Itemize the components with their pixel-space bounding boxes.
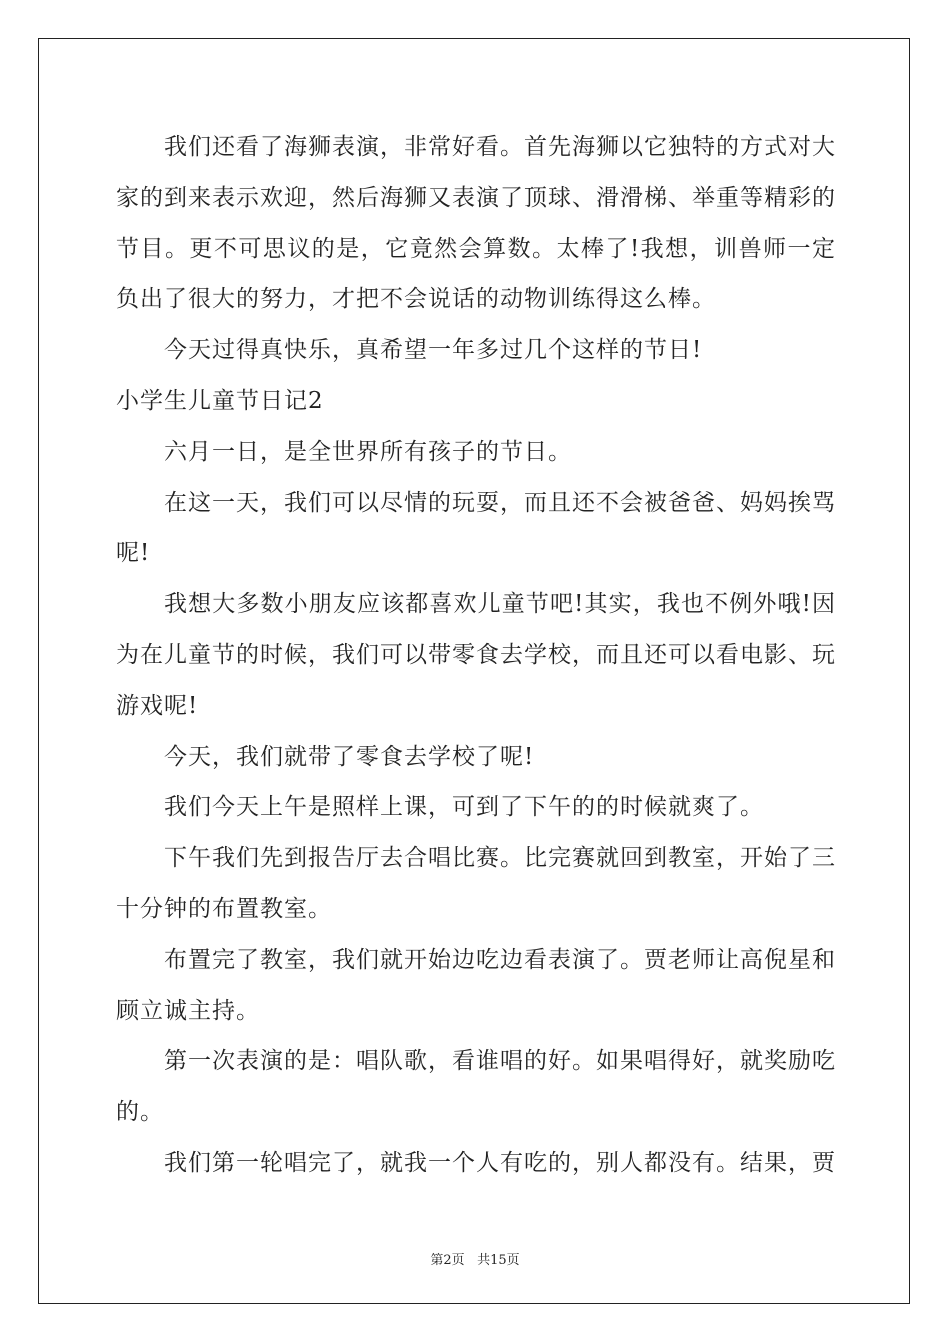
paragraph: 在这一天，我们可以尽情的玩耍，而且还不会被爸爸、妈妈挨骂呢! xyxy=(116,489,836,567)
paragraph: 布置完了教室，我们就开始边吃边看表演了。贾老师让高倪星和顾立诚主持。 xyxy=(116,946,836,1024)
paragraph: 今天，我们就带了零食去学校了呢! xyxy=(164,743,535,770)
page-number: 第2页 xyxy=(430,1253,465,1268)
paragraph: 六月一日，是全世界所有孩子的节日。 xyxy=(164,438,572,465)
page-total: 共15页 xyxy=(477,1253,520,1268)
paragraph: 今天过得真快乐，真希望一年多过几个这样的节日! xyxy=(164,337,703,364)
page-footer xyxy=(0,1249,950,1268)
paragraph: 我们还看了海狮表演，非常好看。首先海狮以它独特的方式对大家的到来表示欢迎，然后海狮又表演了顶球、滑滑梯、举重等精彩的节目。更不可思议的是，它竟然会算数。太棒了!我想，训兽师一定负出了很大的努力，才把不会说话的动物训练得这么棒。 xyxy=(116,134,836,313)
paragraph: 我想大多数小朋友应该都喜欢儿童节吧!其实，我也不例外哦!因为在儿童节的时候，我们可以带零食去学校，而且还可以看电影、玩游戏呢! xyxy=(116,591,836,719)
paragraph: 第一次表演的是：唱队歌，看谁唱的好。如果唱得好，就奖励吃的。 xyxy=(116,1048,836,1126)
document-body xyxy=(116,122,836,1189)
paragraph: 我们今天上午是照样上课，可到了下午的的时候就爽了。 xyxy=(164,794,764,821)
section-title: 小学生儿童节日记2 xyxy=(116,387,324,414)
paragraph: 下午我们先到报告厅去合唱比赛。比完赛就回到教室，开始了三十分钟的布置教室。 xyxy=(116,845,836,922)
paragraph: 我们第一轮唱完了，就我一个人有吃的，别人都没有。结果，贾 xyxy=(164,1149,836,1176)
